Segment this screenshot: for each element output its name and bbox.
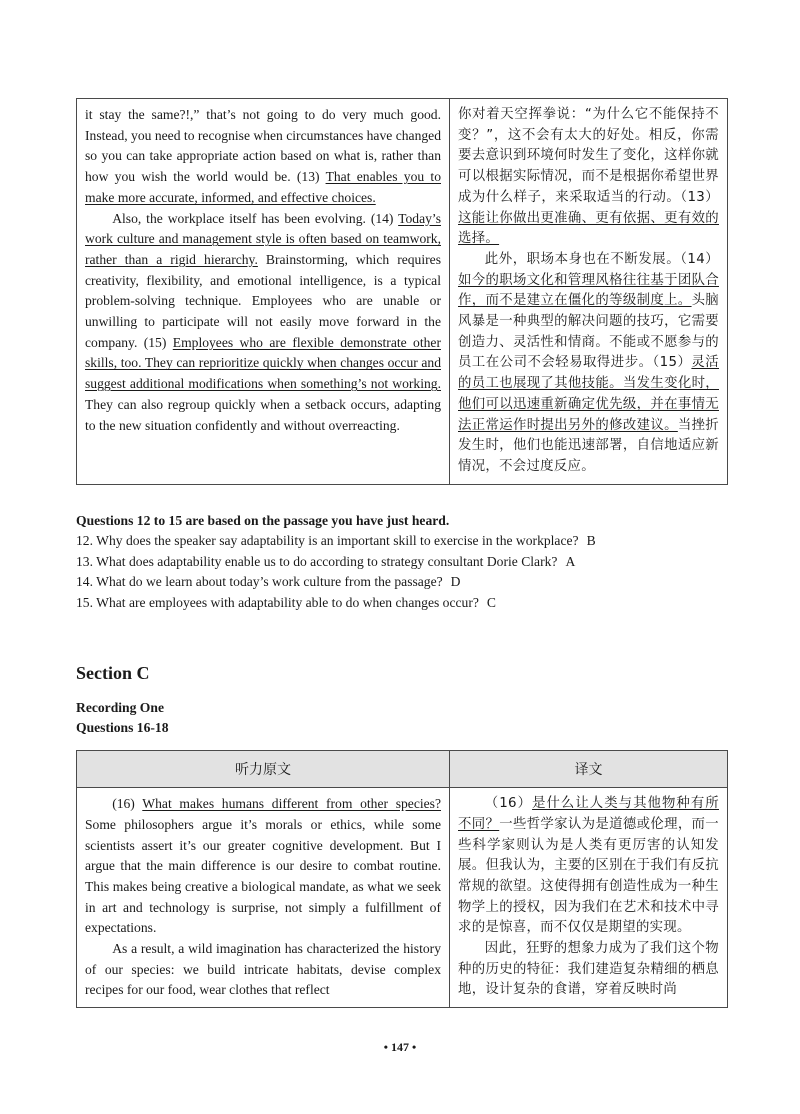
header-original-text: 听力原文 bbox=[77, 751, 450, 788]
translation-underline-16: 是什么让人类与其他物种有所不同？ bbox=[458, 796, 719, 832]
transcript-paragraph: it stay the same?!,” that’s not going to do very much good. Instead, you need to recognise when circumstances have changed so you can take appropriate action based on what is, rather than how you wish the world would be. (13) That enables you to make more accurate, informed, and effective choices. bbox=[85, 107, 441, 205]
translation-paragraph: 此外，职场本身也在不断发展。（14）如今的职场文化和管理风格往往基于团队合作，而不是建立在僵化的等级制度上。头脑风暴是一种典型的解决问题的技巧，它需要创造力、灵活性和情商。不能或不愿参与的员工在公司不会轻易取得进步。（15）灵活的员工也展现了其他技能。当发生变化时，他们可以迅速重新确定优先级，并在事情无法正常运作时提出另外的修改建议。当挫折发生时，他们也能迅速部署，自信地适应新情况，不会过度反应。 bbox=[458, 251, 719, 474]
english-transcript-cell bbox=[77, 788, 450, 1008]
english-transcript-cell bbox=[77, 99, 450, 485]
transcript-paragraph: (16) What makes humans different from other species? Some philosophers argue it’s morals or ethics, while some scientists assert it’s our greater cognitive development. But I argue that the main difference is our desire to combat routine. This makes being creative a biological mandate, as what we seek in art and technology is surprise, not simply a fulfillment of expectations. bbox=[85, 796, 441, 936]
chinese-translation-cell bbox=[450, 99, 728, 485]
page-content bbox=[76, 98, 726, 1008]
transcript-paragraph: As a result, a wild imagination has characterized the history of our species: we build intricate habitats, devise complex recipes for our food, wear clothes that reflect bbox=[85, 941, 441, 998]
question-answer: D bbox=[450, 574, 461, 590]
recording-title: Recording One bbox=[76, 700, 164, 716]
question-item: 12. Why does the speaker say adaptability is an important skill to exercise in the workplace? B bbox=[76, 533, 596, 549]
translation-paragraph: 你对着天空挥拳说：“为什么它不能保持不变？”，这不会有太大的好处。相反，你需要去意识到环境何时发生了变化，这样你就可以根据实际情况，而不是根据你希望世界成为什么样子，来采取适当的行动。（13）这能让你做出更准确、更有依据、更有效的选择。 bbox=[458, 107, 719, 247]
questions-block bbox=[76, 511, 726, 614]
header-translation: 译文 bbox=[450, 751, 728, 788]
transcript-paragraph: Also, the workplace itself has been evolving. (14) Today’s work culture and management style is often based on teamwork, rather than a rigid hierarchy. Brainstorming, which requires creativity, flexibility, and emotional intelligence, is a typical problem-solving technique. Employees who are unable or unwilling to participate will not easily move forward in the company. (15) Employees who are flexible demonstrate other skills, too. They can reprioritize quickly when changes occur and suggest additional modifications when something’s not working. They can also regroup quickly when a setback occurs, adapting to the new situation confidently and without overreacting. bbox=[85, 210, 441, 433]
translation-underline-14: 如今的职场文化和管理风格往往基于团队合作，而不是建立在僵化的等级制度上。 bbox=[458, 272, 719, 309]
bilingual-table-transcript-16-18 bbox=[76, 750, 728, 1008]
question-answer: A bbox=[565, 553, 576, 569]
bilingual-table-transcript-13-15 bbox=[76, 98, 728, 485]
question-answer: C bbox=[486, 594, 496, 610]
question-item: 15. What are employees with adaptability able to do when changes occur? C bbox=[76, 594, 496, 610]
translation-underline-15: 灵活的员工也展现了其他技能。当发生变化时，他们可以迅速重新确定优先级，并在事情无法正常运作时提出另外的修改建议。 bbox=[458, 355, 719, 433]
questions-heading: Questions 12 to 15 are based on the passage you have just heard. bbox=[76, 512, 450, 528]
translation-paragraph: （16）是什么让人类与其他物种有所不同？一些哲学家认为是道德或伦理，而一些科学家则认为是人类有更厉害的认知发展。但我认为，主要的区别在于我们有反抗常规的欲望。这使得拥有创造性成为一种生物学上的授权，因为我们在艺术和技术中寻求的是惊喜，而不仅仅是期望的实现。 bbox=[458, 796, 719, 936]
chinese-translation-cell bbox=[450, 788, 728, 1008]
page-number: • 147 • bbox=[383, 1040, 417, 1054]
question-answer: B bbox=[586, 533, 596, 549]
answer-underline-13: That enables you to make more accurate, informed, and effective choices. bbox=[85, 169, 441, 205]
answer-underline-15: Employees who are flexible demonstrate other skills, too. They can reprioritize quickly when changes occur and suggest additional modifications when something’s not working. bbox=[85, 334, 441, 392]
question-item: 13. What does adaptability enable us to do according to strategy consultant Dorie Clark? A bbox=[76, 553, 576, 569]
translation-underline-13: 这能让你做出更准确、更有依据、更有效的选择。 bbox=[458, 210, 719, 247]
answer-underline-14: Today’s work culture and management style is often based on teamwork, rather than a rigid hierarchy. bbox=[85, 210, 441, 267]
question-item: 14. What do we learn about today’s work culture from the passage? D bbox=[76, 574, 461, 590]
section-title: Section C bbox=[76, 663, 150, 684]
question-range: Questions 16-18 bbox=[76, 720, 169, 736]
answer-underline-16: What makes humans different from other species? bbox=[142, 796, 441, 812]
translation-paragraph: 因此，狂野的想象力成为了我们这个物种的历史的特征：我们建造复杂精细的栖息地，设计复杂的食谱，穿着反映时尚 bbox=[458, 941, 719, 998]
